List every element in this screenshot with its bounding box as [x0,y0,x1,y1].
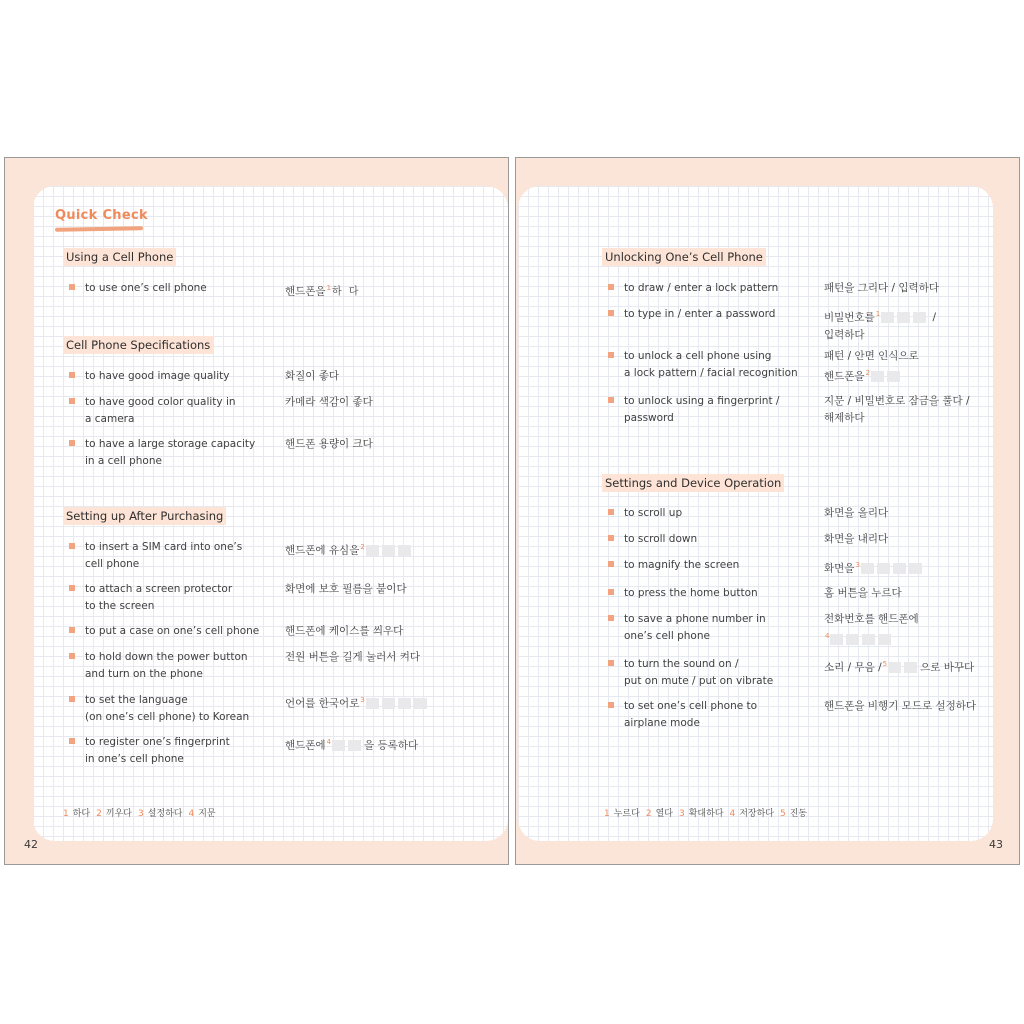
answer-number: 1 [604,809,610,819]
english-phrase [85,692,285,726]
korean-line [824,348,1024,365]
korean-phrase [285,280,495,301]
korean-line [285,734,495,755]
korean-line [824,306,1024,327]
korean-text: 해제하다 [824,412,865,424]
english-line: airplane mode [624,717,700,729]
korean-line [824,628,1024,649]
korean-line [824,656,1024,677]
blank-box [382,698,395,709]
hint-text: 하 다 [332,286,359,298]
english-line: and turn on the phone [85,668,203,680]
english-phrase [85,649,285,683]
blank-number: 3 [855,561,860,569]
right-grid-panel [518,186,993,841]
english-line: to put a case on one’s cell phone [85,625,260,637]
english-line: to type in / enter a password [624,308,776,320]
korean-text: 핸드폰에 케이스를 씌우다 [285,625,404,637]
section-heading: Setting up After Purchasing [63,507,226,525]
answer-text: 확대하다 [688,809,724,819]
english-phrase [624,611,824,645]
korean-text: 지문 / 비밀번호로 잠금을 풀다 / [824,395,970,407]
bullet-icon [608,615,614,621]
blank-box [862,634,875,645]
korean-text: 전원 버튼을 길게 눌러서 켜다 [285,651,421,663]
korean-line [824,611,1024,628]
korean-line [824,393,1024,410]
korean-phrase [285,436,495,453]
korean-line [824,531,1024,548]
korean-phrase [285,692,495,713]
answer-text: 누르다 [613,809,640,819]
blank-box [878,634,891,645]
english-line: to draw / enter a lock pattern [624,282,779,294]
answer-text: 설정하다 [147,809,183,819]
korean-phrase [824,611,1024,649]
english-line: cell phone [85,558,140,570]
blank-number: 4 [326,738,332,746]
korean-text: 으로 바꾸다 [920,661,975,674]
answer-item [96,809,132,819]
korean-line [285,623,495,640]
korean-phrase [824,557,1024,578]
section-heading: Using a Cell Phone [63,248,176,266]
blank-box [366,545,379,556]
answer-item [188,809,215,819]
korean-phrase [285,581,495,598]
answer-number: 3 [137,809,144,819]
english-line: (on one’s cell phone) to Korean [85,711,250,723]
blank-box [861,563,874,574]
bullet-icon [608,509,614,515]
left-page [4,157,509,865]
bullet-icon [608,535,614,541]
blank-number: 2 [360,543,365,551]
english-phrase [624,585,824,602]
korean-phrase [285,734,495,755]
section-heading: Unlocking One’s Cell Phone [602,248,766,266]
korean-line [285,539,495,560]
answer-number: 2 [96,809,102,819]
english-phrase [85,368,285,385]
title-underline [55,226,143,232]
bullet-icon [608,352,614,358]
korean-text: 화면을 올리다 [824,507,889,519]
korean-phrase [824,348,1024,386]
blank-box [909,563,922,574]
blank-box [332,740,345,751]
korean-phrase [824,656,1024,677]
korean-phrase [824,393,1024,427]
answer-key [604,806,813,819]
korean-text: 화면을 [824,562,855,575]
english-line: to unlock a cell phone using [624,350,772,362]
answer-number: 5 [779,809,786,819]
bullet-icon [69,284,75,290]
english-line: to press the home button [624,587,758,599]
korean-line [824,327,1024,344]
korean-text: 언어를 한국어로 [285,697,360,710]
english-line: password [624,412,674,424]
blank-box [893,563,906,574]
blank-box [871,371,884,382]
bullet-icon [69,585,75,591]
korean-line [824,280,1024,297]
korean-text: 입력하다 [824,328,865,341]
answer-item [646,809,673,819]
english-line: to save a phone number in [624,613,766,625]
english-line: to have a large storage capacity [85,438,256,450]
english-line: to have good color quality in [85,396,236,408]
blank-box [398,698,411,709]
blank-number: 3 [360,696,365,704]
blank-box [366,698,379,709]
korean-line [285,581,495,598]
korean-text: 화질이 좋다 [285,370,340,382]
korean-line [285,280,495,301]
bullet-icon [69,440,75,446]
section-heading: Settings and Device Operation [602,474,784,492]
english-phrase [85,280,285,297]
english-phrase [85,394,285,428]
blank-number: 2 [865,369,871,377]
blank-box [382,545,395,556]
korean-line [824,505,1024,522]
korean-phrase [824,306,1024,344]
answer-key [63,806,222,819]
answer-item [63,809,90,819]
english-line: in a cell phone [85,455,162,467]
korean-line [285,692,495,713]
english-line: put on mute / put on vibrate [624,675,774,687]
korean-line [285,394,495,411]
right-page [515,157,1020,865]
korean-text: 화면을 내리다 [824,533,889,545]
korean-text: 패턴 / 안면 인식으로 [824,350,919,362]
bullet-icon [69,653,75,659]
blank-box [887,371,900,382]
korean-phrase [824,585,1024,602]
answer-text: 하다 [72,809,91,819]
korean-text: 전화번호를 핸드폰에 [824,613,919,625]
english-phrase [624,557,824,574]
blank-box [414,698,427,709]
blank-box [877,563,890,574]
korean-phrase [285,394,495,411]
english-phrase [85,539,285,573]
korean-line [824,585,1024,602]
blank-box [888,662,901,673]
answer-number: 4 [729,809,736,819]
bullet-icon [608,589,614,595]
answer-number: 1 [63,809,69,819]
english-line: in one’s cell phone [85,753,184,765]
korean-text: / [929,311,937,324]
korean-line [285,436,495,453]
english-line: to register one’s fingerprint [85,736,230,748]
left-grid-panel [33,186,508,841]
bullet-icon [608,310,614,316]
answer-number: 2 [645,809,652,819]
blank-box [830,634,843,645]
english-line: to hold down the power button [85,651,248,663]
korean-text: 소리 / 무음 / [824,661,882,674]
english-line: to have good image quality [85,370,230,382]
english-line: a lock pattern / facial recognition [624,367,798,379]
answer-text: 끼우다 [105,809,132,819]
english-line: to attach a screen protector [85,583,233,595]
blank-box [881,312,894,323]
korean-line [285,649,495,666]
blank-box [913,312,926,323]
english-phrase [624,393,824,427]
korean-line [285,368,495,385]
answer-text: 열다 [655,809,673,819]
bullet-icon [608,397,614,403]
korean-text: 핸드폰을 [285,285,326,298]
answer-item [138,809,183,819]
korean-phrase [285,649,495,666]
answer-number: 3 [678,809,685,819]
bullet-icon [608,660,614,666]
korean-phrase [824,280,1024,297]
english-line: to use one’s cell phone [85,282,207,294]
korean-text: 화면에 보호 필름을 붙이다 [285,583,407,595]
answer-item [780,809,807,819]
english-phrase [624,306,824,323]
korean-text: 비밀번호를 [824,311,875,324]
blank-number: 1 [326,284,332,292]
answer-item [729,809,774,819]
korean-text: 핸드폰에 [285,739,326,752]
english-phrase [624,656,824,690]
english-line: to scroll up [624,507,683,519]
english-line: a camera [85,413,135,425]
english-line: to the screen [85,600,155,612]
answer-text: 진동 [789,809,808,819]
blank-number: 1 [875,310,881,318]
korean-phrase [824,531,1024,548]
blank-box [897,312,910,323]
korean-text: 핸드폰에 유심을 [285,544,360,557]
korean-text: 패턴을 그리다 / 입력하다 [824,282,939,294]
blank-box [904,662,917,673]
bullet-icon [69,627,75,633]
quick-check-title: Quick Check [55,208,148,223]
english-phrase [85,581,285,615]
answer-number: 4 [188,809,195,819]
blank-box [846,634,859,645]
bullet-icon [608,561,614,567]
korean-line [824,365,1024,386]
bullet-icon [69,372,75,378]
english-phrase [85,623,285,640]
answer-item [604,809,640,819]
korean-text: 홈 버튼을 누르다 [824,587,902,599]
english-line: to scroll down [624,533,698,545]
bullet-icon [69,696,75,702]
blank-box [398,545,411,556]
bullet-icon [69,543,75,549]
english-line: to insert a SIM card into one’s [85,541,243,553]
korean-phrase [285,623,495,640]
korean-text: 핸드폰을 [824,370,865,383]
korean-text: 을 등록하다 [364,739,419,752]
english-line: one’s cell phone [624,630,710,642]
answer-text: 지문 [198,809,216,819]
english-line: to magnify the screen [624,559,740,571]
blank-number: 5 [882,660,888,668]
section-heading: Cell Phone Specifications [63,336,213,354]
korean-phrase [285,368,495,385]
korean-phrase [285,539,495,560]
bullet-icon [69,398,75,404]
blank-number: 4 [825,632,830,640]
bullet-icon [69,738,75,744]
english-line: to set one’s cell phone to [624,700,758,712]
english-phrase [624,280,824,297]
english-phrase [624,698,824,732]
page-number: 42 [24,838,38,851]
english-line: to set the language [85,694,188,706]
korean-phrase [824,698,1024,715]
english-phrase [85,734,285,768]
korean-line [824,410,1024,427]
english-phrase [624,531,824,548]
blank-box [348,740,361,751]
korean-text: 핸드폰을 비행기 모드로 설정하다 [824,700,977,712]
korean-text: 핸드폰 용량이 크다 [285,438,373,450]
english-line: to unlock using a fingerprint / [624,395,780,407]
english-phrase [85,436,285,470]
korean-line [824,698,1024,715]
english-line: to turn the sound on / [624,658,739,670]
english-phrase [624,348,824,382]
korean-text: 카메라 색감이 좋다 [285,396,373,408]
answer-item [679,809,724,819]
answer-text: 저장하다 [739,809,774,819]
bullet-icon [608,702,614,708]
bullet-icon [608,284,614,290]
korean-phrase [824,505,1024,522]
english-phrase [624,505,824,522]
korean-line [824,557,1024,578]
page-number: 43 [989,838,1003,851]
